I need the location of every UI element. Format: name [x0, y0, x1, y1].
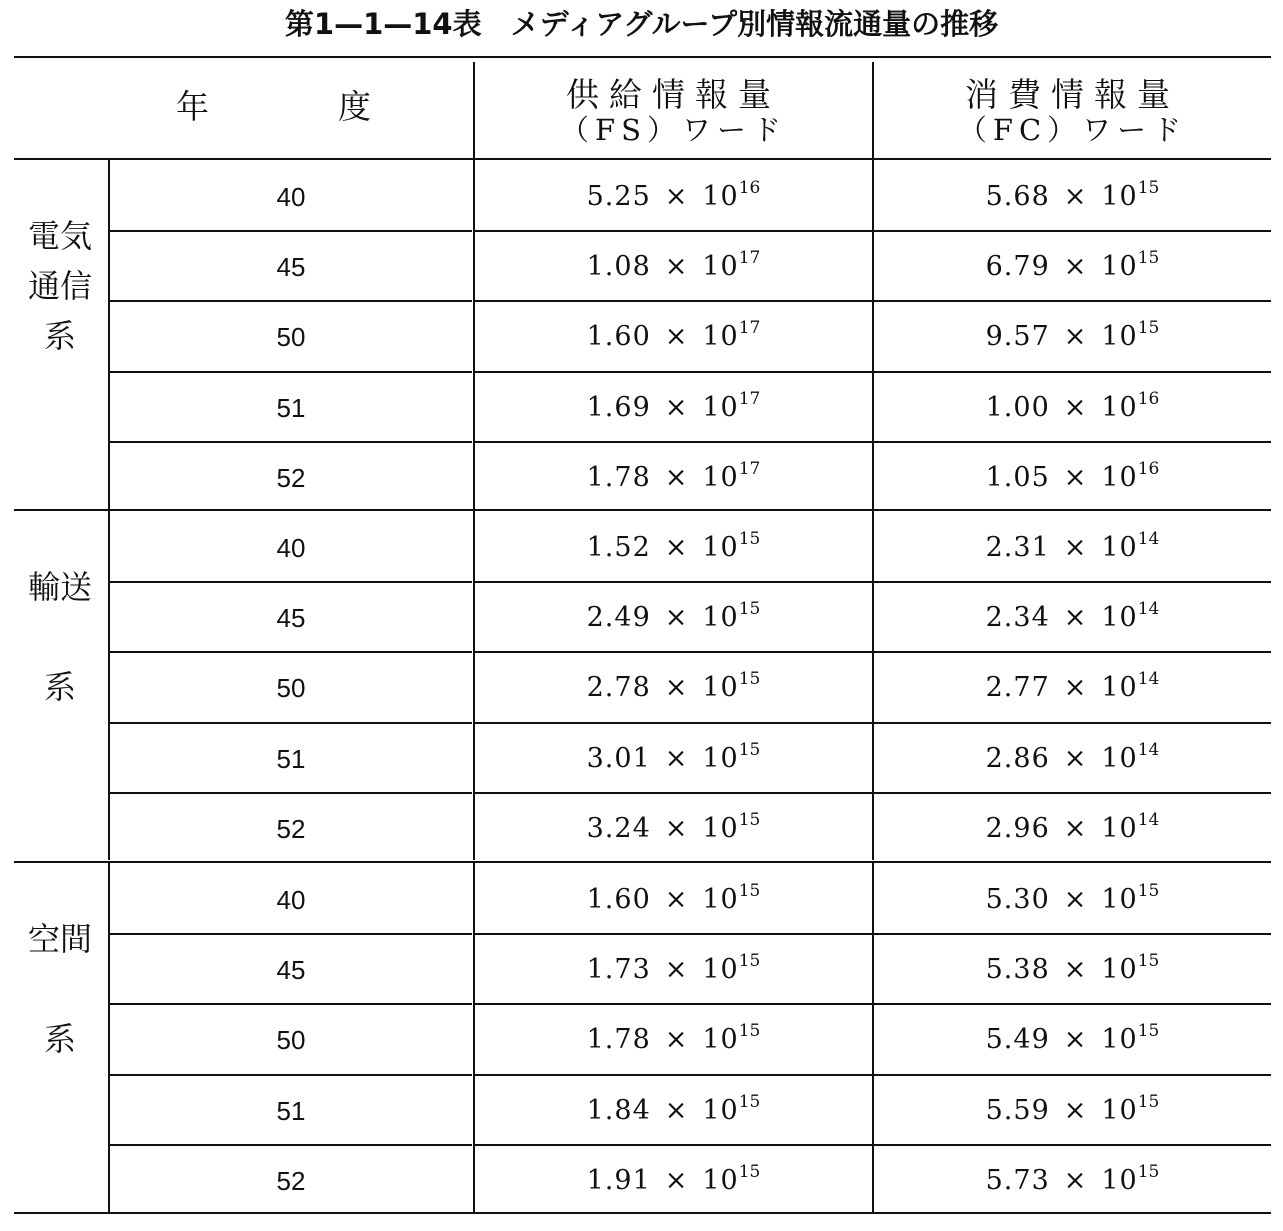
header-fs-unit: （FS）ワード	[560, 113, 787, 147]
exponent: 16	[738, 178, 761, 198]
fc-cell	[874, 232, 1271, 302]
fs-cell	[475, 162, 872, 232]
multiply-sign: ×	[1063, 1165, 1088, 1196]
exponent: 15	[1137, 1021, 1160, 1041]
mantissa: 2.49	[586, 602, 651, 633]
exponent: 15	[738, 1162, 761, 1182]
fc-cell	[874, 724, 1271, 794]
fc-cell	[874, 583, 1271, 653]
mantissa: 5.68	[985, 181, 1050, 212]
exponent: 14	[1137, 740, 1160, 760]
multiply-sign: ×	[1063, 672, 1088, 703]
mantissa: 5.59	[985, 1095, 1050, 1126]
bottom-rule	[14, 1212, 1271, 1214]
group-label: 電気通信系	[27, 216, 92, 355]
header-fc	[874, 76, 1271, 146]
mantissa: 2.34	[985, 602, 1050, 633]
mantissa: 1.91	[586, 1165, 651, 1196]
exponent: 15	[1137, 951, 1160, 971]
mantissa: 2.96	[985, 813, 1050, 844]
mantissa: 3.24	[586, 813, 651, 844]
base: 10	[702, 743, 739, 774]
mantissa: 1.78	[586, 462, 651, 493]
mantissa: 1.84	[586, 1095, 651, 1126]
year-cell: 51	[276, 393, 306, 423]
fc-cell	[874, 1005, 1271, 1075]
fs-cell	[475, 865, 872, 935]
fc-cell	[874, 935, 1271, 1005]
header-fs	[475, 76, 872, 146]
multiply-sign: ×	[664, 1024, 689, 1055]
fs-cell	[475, 373, 872, 443]
mantissa: 2.77	[985, 672, 1050, 703]
mantissa: 2.31	[985, 532, 1050, 563]
mantissa: 5.30	[985, 884, 1050, 915]
mantissa: 1.73	[586, 954, 651, 985]
multiply-sign: ×	[1063, 954, 1088, 985]
year-cell: 40	[276, 182, 306, 212]
exponent: 16	[1137, 389, 1160, 409]
exponent: 15	[738, 669, 761, 689]
multiply-sign: ×	[1063, 181, 1088, 212]
base: 10	[1101, 392, 1138, 423]
multiply-sign: ×	[1063, 462, 1088, 493]
fc-cell	[874, 443, 1271, 513]
multiply-sign: ×	[664, 672, 689, 703]
year-cell: 40	[276, 533, 306, 563]
base: 10	[702, 181, 739, 212]
base: 10	[1101, 954, 1138, 985]
year-cell: 52	[276, 463, 306, 493]
base: 10	[1101, 532, 1138, 563]
mantissa: 9.57	[985, 321, 1050, 352]
fs-cell	[475, 1146, 872, 1216]
exponent: 15	[1137, 881, 1160, 901]
multiply-sign: ×	[1063, 392, 1088, 423]
mantissa: 1.69	[586, 392, 651, 423]
mantissa: 3.01	[586, 743, 651, 774]
fs-cell	[475, 794, 872, 864]
base: 10	[702, 602, 739, 633]
fs-cell	[475, 302, 872, 372]
exponent: 17	[738, 248, 761, 268]
base: 10	[1101, 462, 1138, 493]
header-fc-label: 消費情報量	[965, 75, 1180, 114]
group-rule	[14, 509, 1271, 511]
base: 10	[1101, 1024, 1138, 1055]
year-cell: 50	[276, 322, 306, 352]
multiply-sign: ×	[664, 181, 689, 212]
fs-cell	[475, 1005, 872, 1075]
exponent: 14	[1137, 810, 1160, 830]
year-cell: 45	[276, 955, 306, 985]
year-cell: 52	[276, 1166, 306, 1196]
exponent: 15	[738, 599, 761, 619]
exponent: 15	[1137, 1162, 1160, 1182]
header-year-right: 度	[338, 87, 371, 126]
multiply-sign: ×	[664, 1165, 689, 1196]
base: 10	[702, 321, 739, 352]
fs-cell	[475, 1076, 872, 1146]
exponent: 15	[738, 740, 761, 760]
fs-cell	[475, 653, 872, 723]
fc-cell	[874, 865, 1271, 935]
exponent: 15	[1137, 1092, 1160, 1112]
exponent: 15	[1137, 248, 1160, 268]
exponent: 15	[738, 810, 761, 830]
mantissa: 1.00	[985, 392, 1050, 423]
mantissa: 1.60	[586, 884, 651, 915]
base: 10	[702, 1165, 739, 1196]
top-rule	[14, 56, 1271, 58]
mantissa: 1.78	[586, 1024, 651, 1055]
multiply-sign: ×	[664, 1095, 689, 1126]
fc-cell	[874, 373, 1271, 443]
base: 10	[1101, 251, 1138, 282]
multiply-sign: ×	[664, 321, 689, 352]
year-cell: 51	[276, 744, 306, 774]
multiply-sign: ×	[1063, 602, 1088, 633]
fs-cell	[475, 513, 872, 583]
exponent: 15	[738, 1092, 761, 1112]
fs-cell	[475, 583, 872, 653]
base: 10	[702, 813, 739, 844]
multiply-sign: ×	[664, 532, 689, 563]
exponent: 14	[1137, 669, 1160, 689]
multiply-sign: ×	[664, 462, 689, 493]
exponent: 14	[1137, 529, 1160, 549]
year-cell: 52	[276, 814, 306, 844]
mantissa: 2.86	[985, 743, 1050, 774]
base: 10	[1101, 884, 1138, 915]
exponent: 17	[738, 389, 761, 409]
fc-cell	[874, 1146, 1271, 1216]
base: 10	[702, 954, 739, 985]
multiply-sign: ×	[664, 602, 689, 633]
base: 10	[1101, 813, 1138, 844]
group-label: 空間系	[27, 919, 92, 1058]
fc-cell	[874, 162, 1271, 232]
multiply-sign: ×	[664, 743, 689, 774]
fs-cell	[475, 232, 872, 302]
mantissa: 1.05	[985, 462, 1050, 493]
exponent: 15	[1137, 178, 1160, 198]
year-cell: 50	[276, 1025, 306, 1055]
base: 10	[702, 251, 739, 282]
base: 10	[1101, 602, 1138, 633]
mantissa: 1.52	[586, 532, 651, 563]
fs-cell	[475, 724, 872, 794]
header-rule	[14, 158, 1271, 160]
fc-cell	[874, 302, 1271, 372]
multiply-sign: ×	[1063, 251, 1088, 282]
mantissa: 5.73	[985, 1165, 1050, 1196]
base: 10	[1101, 181, 1138, 212]
exponent: 15	[738, 529, 761, 549]
year-cell: 40	[276, 885, 306, 915]
mantissa: 1.60	[586, 321, 651, 352]
fc-cell	[874, 1076, 1271, 1146]
exponent: 17	[738, 459, 761, 479]
base: 10	[702, 462, 739, 493]
multiply-sign: ×	[1063, 321, 1088, 352]
mantissa: 1.08	[586, 251, 651, 282]
exponent: 15	[738, 951, 761, 971]
fs-cell	[475, 443, 872, 513]
multiply-sign: ×	[1063, 743, 1088, 774]
year-cell: 50	[276, 673, 306, 703]
base: 10	[702, 392, 739, 423]
multiply-sign: ×	[664, 813, 689, 844]
exponent: 14	[1137, 599, 1160, 619]
base: 10	[1101, 1095, 1138, 1126]
group-rule	[14, 861, 1271, 863]
fc-cell	[874, 653, 1271, 723]
base: 10	[702, 672, 739, 703]
header-year-left: 年	[176, 87, 209, 126]
base: 10	[702, 1024, 739, 1055]
multiply-sign: ×	[664, 954, 689, 985]
fs-cell	[475, 935, 872, 1005]
multiply-sign: ×	[1063, 1095, 1088, 1126]
header-fs-label: 供給情報量	[566, 75, 781, 114]
fc-cell	[874, 513, 1271, 583]
base: 10	[1101, 1165, 1138, 1196]
mantissa: 5.25	[586, 181, 651, 212]
base: 10	[702, 884, 739, 915]
fc-cell	[874, 794, 1271, 864]
exponent: 15	[738, 1021, 761, 1041]
base: 10	[1101, 321, 1138, 352]
base: 10	[702, 532, 739, 563]
multiply-sign: ×	[1063, 813, 1088, 844]
group-label: 輸送系	[27, 567, 92, 706]
multiply-sign: ×	[664, 392, 689, 423]
year-cell: 51	[276, 1096, 306, 1126]
year-cell: 45	[276, 603, 306, 633]
mantissa: 5.38	[985, 954, 1050, 985]
multiply-sign: ×	[664, 884, 689, 915]
mantissa: 2.78	[586, 672, 651, 703]
year-cell: 45	[276, 252, 306, 282]
base: 10	[1101, 672, 1138, 703]
exponent: 15	[738, 881, 761, 901]
multiply-sign: ×	[664, 251, 689, 282]
header-fc-unit: （FC）ワード	[957, 113, 1188, 147]
exponent: 16	[1137, 459, 1160, 479]
exponent: 17	[738, 318, 761, 338]
exponent: 15	[1137, 318, 1160, 338]
multiply-sign: ×	[1063, 532, 1088, 563]
multiply-sign: ×	[1063, 1024, 1088, 1055]
base: 10	[1101, 743, 1138, 774]
base: 10	[702, 1095, 739, 1126]
mantissa: 6.79	[985, 251, 1050, 282]
multiply-sign: ×	[1063, 884, 1088, 915]
table-title: 第1—1—14表 メディアグループ別情報流通量の推移	[284, 7, 999, 41]
mantissa: 5.49	[985, 1024, 1050, 1055]
